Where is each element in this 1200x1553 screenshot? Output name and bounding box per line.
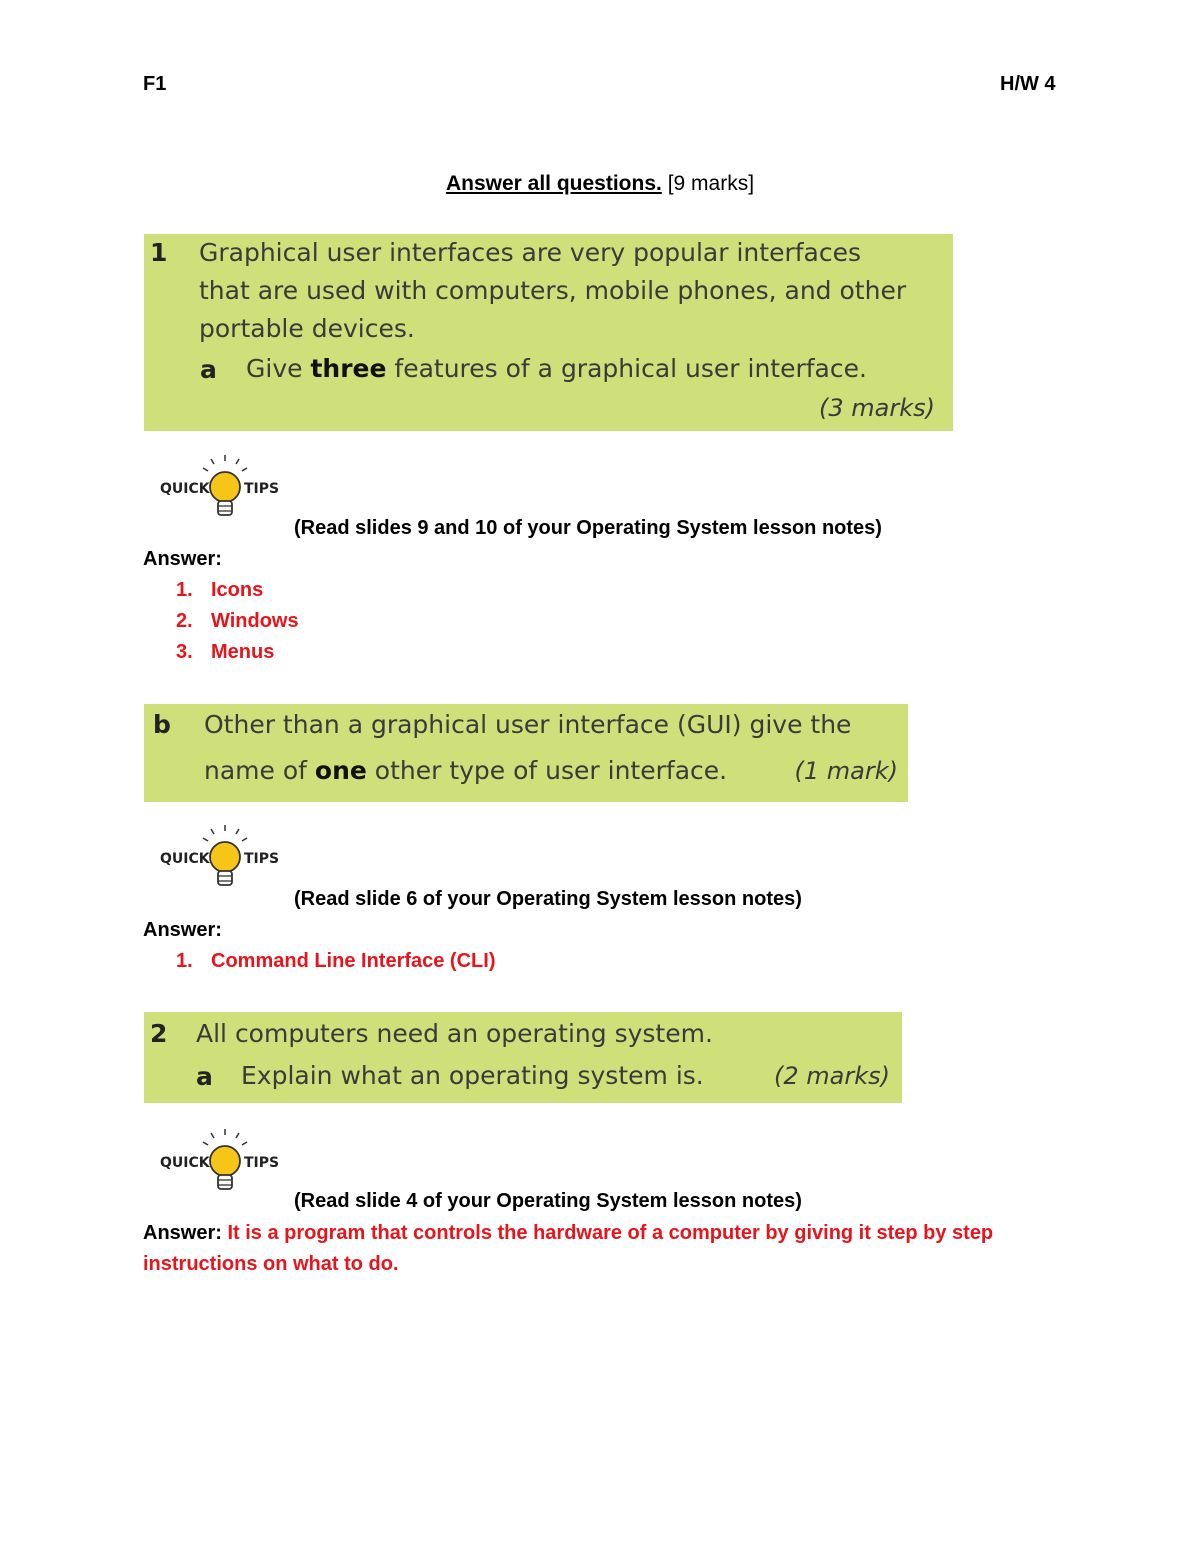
tips-label: TIPS xyxy=(244,851,280,867)
quick-tips-lightbulb-icon xyxy=(158,453,283,523)
question-2a-text: Explain what an operating system is. xyxy=(241,1061,704,1090)
question-1-line-3: portable devices. xyxy=(199,314,415,343)
question-1a-marks: (3 marks) xyxy=(819,394,935,422)
header-left: F1 xyxy=(143,73,167,95)
question-1b-box xyxy=(144,704,908,802)
question-1-answer-list xyxy=(176,575,299,668)
quick-tips-lightbulb-icon xyxy=(158,1127,283,1197)
tips-label: TIPS xyxy=(244,481,280,497)
answer-item: 1. Command Line Interface (CLI) xyxy=(176,950,496,972)
question-1b-line-2: name of one other type of user interface. xyxy=(204,756,728,785)
quick-tips-lightbulb-icon xyxy=(158,823,283,893)
quick-label: QUICK xyxy=(160,851,210,867)
question-2-number: 2 xyxy=(150,1019,168,1048)
quick-label: QUICK xyxy=(160,481,210,497)
question-2-answer-text: It is a program that controls the hardware of a computer by giving it step by step instructions on what to do. xyxy=(143,1222,994,1275)
page-title xyxy=(0,172,1200,196)
question-1b-label: b xyxy=(153,710,171,739)
question-1-box xyxy=(144,234,953,431)
answer-item: 1. Icons xyxy=(176,579,264,601)
title-instruction: Answer all questions. xyxy=(445,172,662,195)
question-2-tip: (Read slide 4 of your Operating System lesson notes) xyxy=(294,1190,802,1212)
title-marks: [9 marks] xyxy=(667,172,755,195)
question-1-tip: (Read slides 9 and 10 of your Operating System lesson notes) xyxy=(294,517,882,539)
question-1b-answer-list xyxy=(176,946,495,977)
question-1-line-2: that are used with computers, mobile phones, and other xyxy=(199,276,907,305)
quick-label: QUICK xyxy=(160,1155,210,1171)
question-1-number: 1 xyxy=(150,238,168,267)
question-1a-label: a xyxy=(200,355,217,384)
header-right: H/W 4 xyxy=(1000,73,1056,95)
question-1b-marks: (1 mark) xyxy=(794,757,898,785)
answer-item: 2. Windows xyxy=(176,610,299,632)
question-2-answer-label: Answer: xyxy=(143,1222,222,1244)
tips-label: TIPS xyxy=(244,1155,280,1171)
question-2a-marks: (2 marks) xyxy=(774,1062,890,1090)
question-1-line-1: Graphical user interfaces are very popular interfaces xyxy=(199,238,861,267)
question-1b-line-1: Other than a graphical user interface (GUI) give the xyxy=(204,710,852,739)
question-2-box xyxy=(144,1012,902,1103)
question-2a-label: a xyxy=(196,1062,213,1091)
question-1a-text: Give three features of a graphical user interface. xyxy=(246,354,867,383)
question-1b-answer-label: Answer: xyxy=(143,919,222,941)
answer-item: 3. Menus xyxy=(176,641,275,663)
question-2-answer xyxy=(143,1218,1063,1280)
question-1b-tip: (Read slide 6 of your Operating System lesson notes) xyxy=(294,888,802,910)
question-2-line-1: All computers need an operating system. xyxy=(196,1019,713,1048)
question-1-answer-label: Answer: xyxy=(143,548,222,570)
